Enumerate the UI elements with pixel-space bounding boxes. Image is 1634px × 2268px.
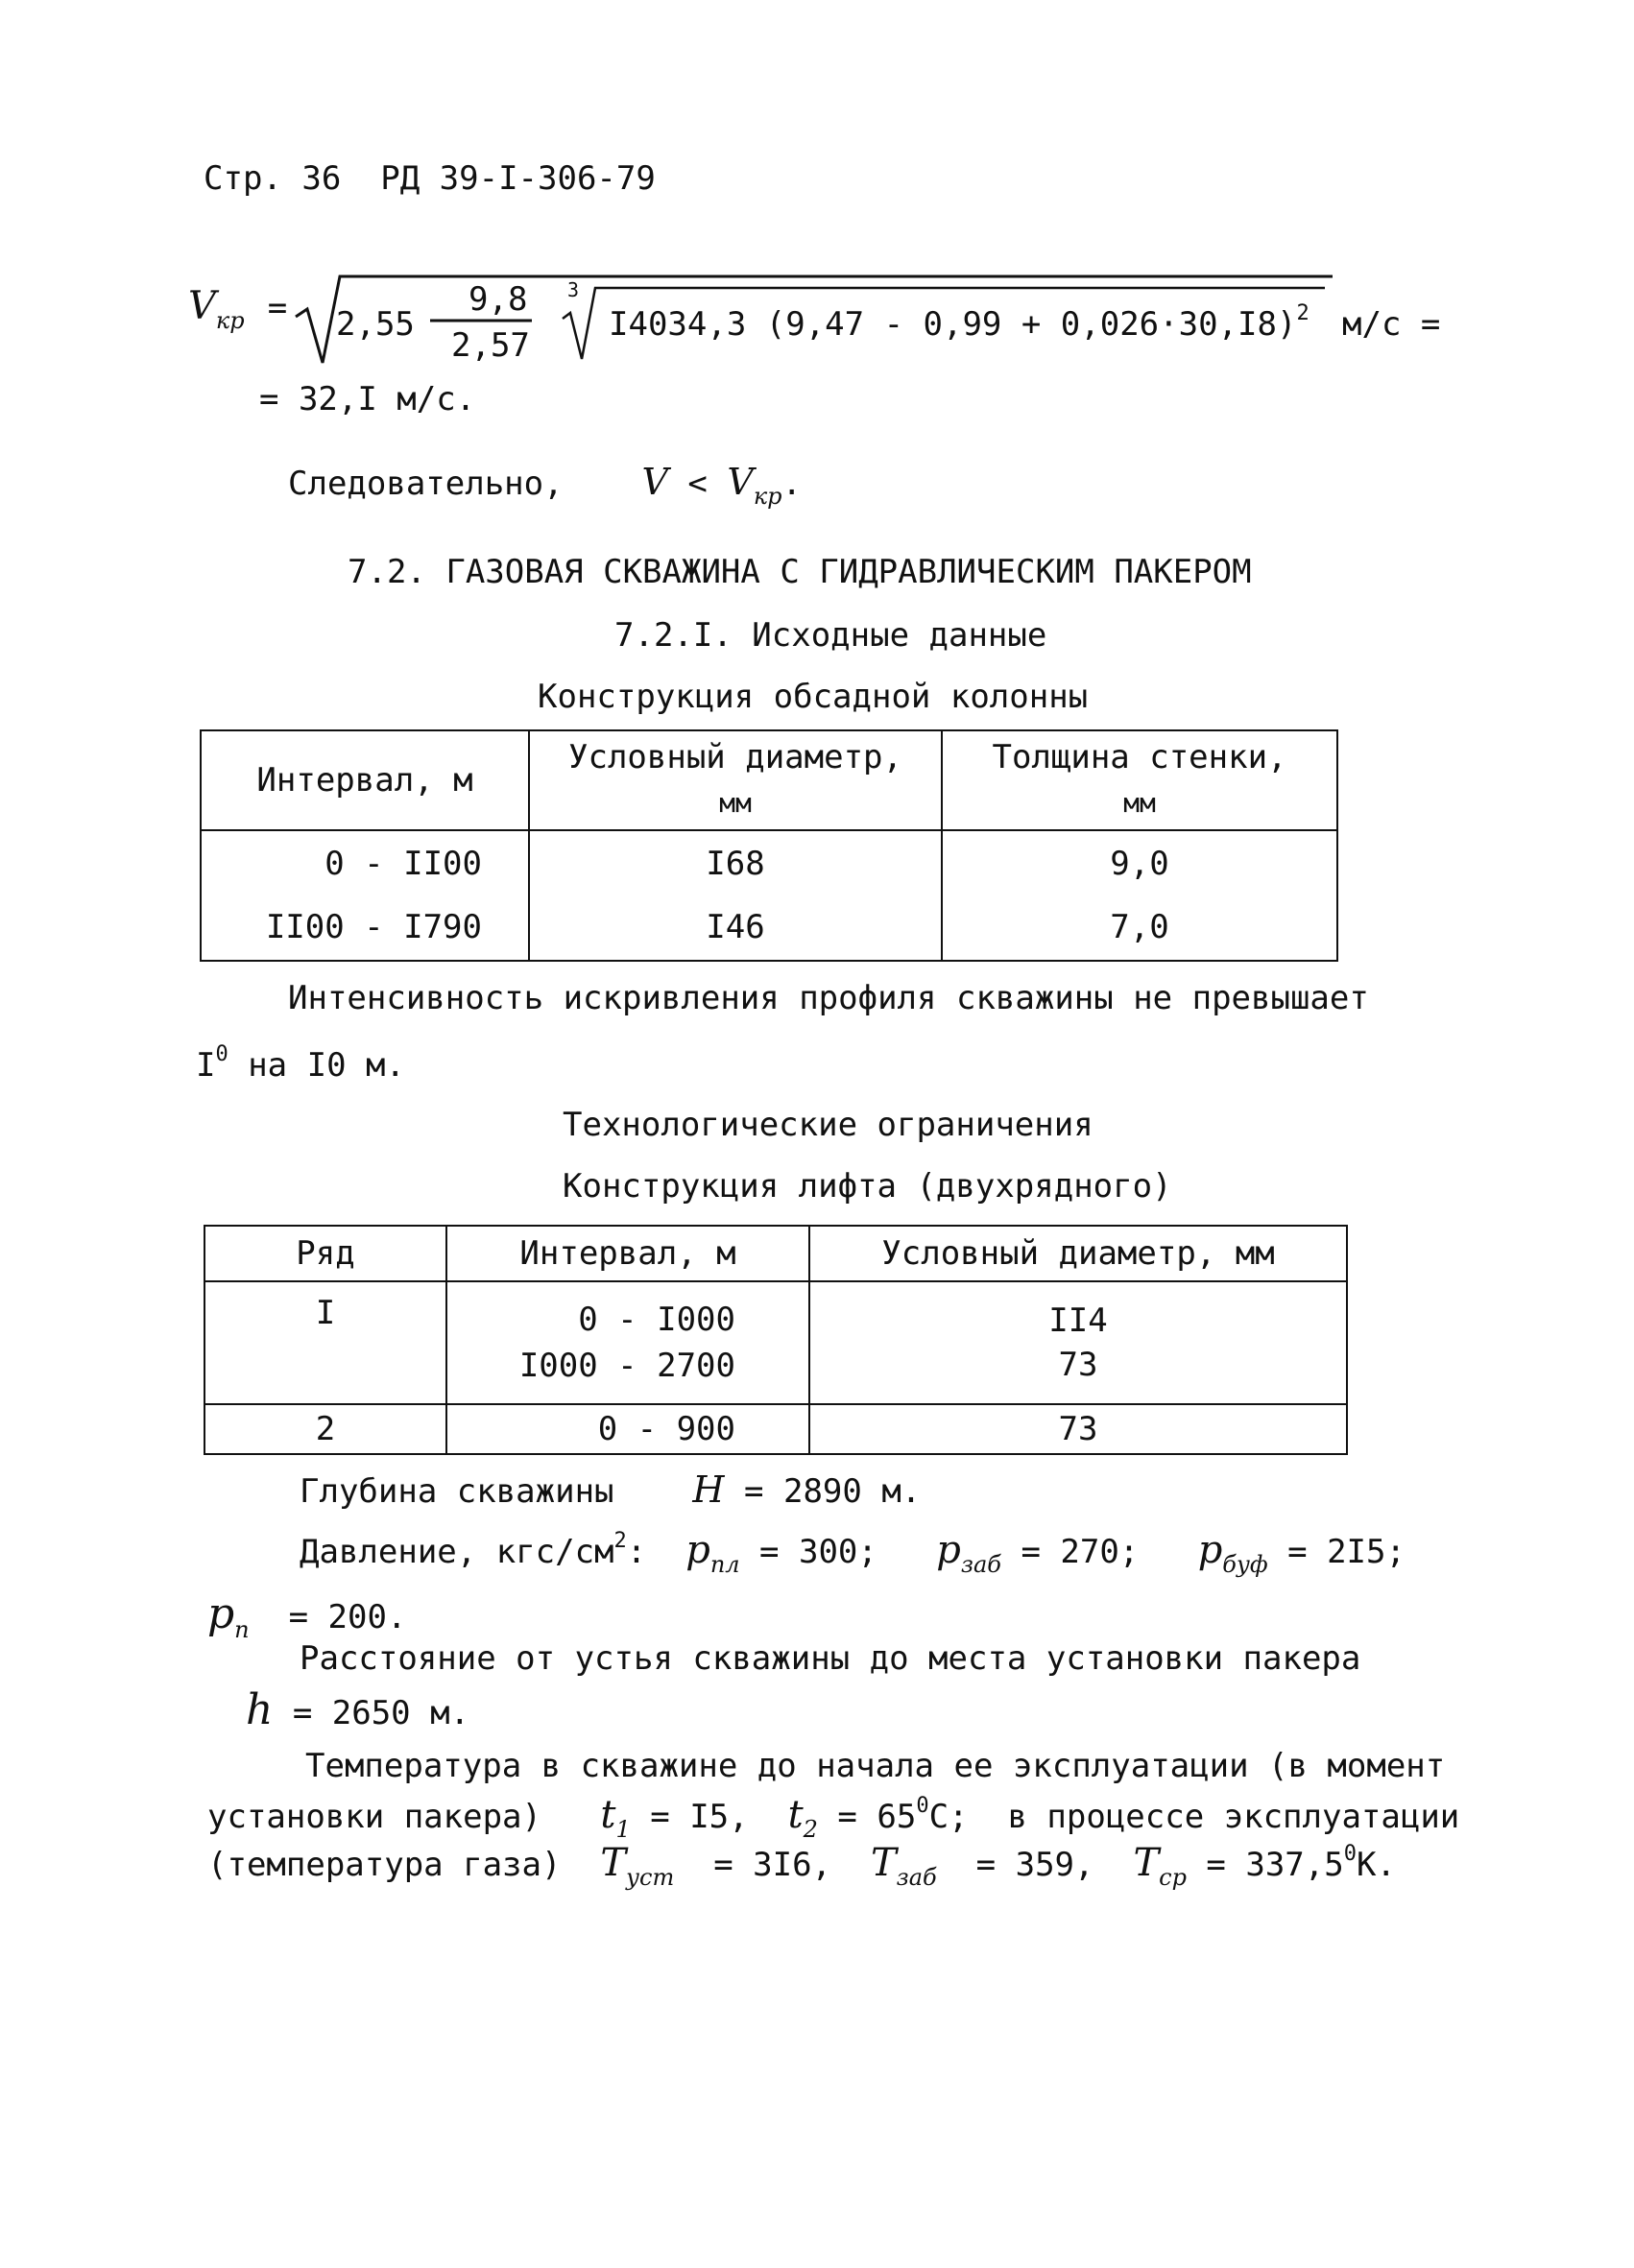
depth-line: Глубина скважины H = 2890 м.	[300, 1468, 922, 1511]
table-header-row	[201, 730, 1337, 830]
formula-root-body: I4034,3 $(9,47 - 0,99 + 0,026\cdot 30,I8)^2$	[609, 301, 1310, 344]
table-cell: 0 - I000	[578, 1301, 735, 1339]
table-cell: 7,0	[1110, 908, 1169, 946]
casing-table	[200, 729, 1338, 962]
table-cell: II4	[1048, 1301, 1108, 1340]
table-body	[201, 830, 1337, 961]
packer-value: h = 2650 м.	[246, 1685, 470, 1734]
interval-cell	[446, 1281, 809, 1404]
temperature-line3: (температура газа) $T_{уст} = 3I6$, $T_{заб} = 359$, $T_{ср} = 337,5^0K$.	[207, 1841, 1396, 1891]
conclusion: Следовательно, $V < V_{кр}$.	[288, 461, 803, 510]
temperature-line1: Температура в скважине до начала ее эксплуатации (в момент	[305, 1747, 1446, 1785]
page-header	[204, 159, 656, 198]
section-subtitle: 7.2.I. Исходные данные	[614, 616, 1047, 655]
table2-caption: Конструкция лифта (двухрядного)	[563, 1167, 1172, 1206]
formula-result: = 32,I м/с.	[259, 380, 476, 418]
interval-cell	[201, 830, 529, 961]
formula-numerator: 9,8	[469, 280, 528, 319]
diameter-cell	[809, 1281, 1347, 1404]
table-cell: 9,0	[1110, 845, 1169, 883]
header-row-no: Ряд	[204, 1226, 446, 1281]
curvature-line2: $I^0$ на I0 м.	[196, 1042, 405, 1085]
table-cell: 73	[1058, 1346, 1098, 1384]
header-diameter: Условный диаметр, мм	[809, 1226, 1347, 1281]
formula-unit: м/с =	[1342, 305, 1441, 344]
table-cell: 0 - 900	[446, 1404, 809, 1454]
header-diameter: Условный диаметр, мм	[529, 730, 942, 830]
section-title: 7.2. ГАЗОВАЯ СКВАЖИНА С ГИДРАВЛИЧЕСКИМ ПАКЕРОМ	[348, 553, 1252, 591]
header-thickness: Толщина стенки, мм	[942, 730, 1337, 830]
header-interval: Интервал, м	[201, 730, 529, 830]
diameter-cell	[529, 830, 942, 961]
formula-root-index: 3	[567, 278, 580, 301]
pressure-line2: $p_п = 200$.	[207, 1589, 407, 1643]
header-interval: Интервал, м	[446, 1226, 809, 1281]
table-cell: 73	[809, 1404, 1347, 1454]
table-cell: I	[204, 1281, 446, 1404]
table1-caption: Конструкция обсадной колонны	[538, 678, 1089, 716]
packer-line: Расстояние от устья скважины до места установки пакера	[300, 1639, 1361, 1678]
tech-limits-title: Технологические ограничения	[563, 1106, 1093, 1144]
formula-lhs: $V_{кр}$ =	[188, 284, 288, 334]
table-cell: I000 - 2700	[518, 1347, 735, 1385]
page-number: Стр. 36	[204, 159, 342, 198]
pressure-line: Давление, кгс/$см^2$: $p_{пл} = 300$; $p_{заб} = 270$; $p_{буф} = 2I5$;	[300, 1528, 1406, 1578]
table-cell: 0 - II00	[324, 845, 482, 883]
table-header-row	[204, 1226, 1347, 1281]
table-row	[204, 1404, 1347, 1454]
thickness-cell	[942, 830, 1337, 961]
lift-table	[204, 1225, 1348, 1455]
table-cell: 2	[204, 1404, 446, 1454]
document-code: РД 39-I-306-79	[380, 159, 656, 198]
table-cell: I46	[706, 908, 765, 946]
table-cell: I68	[706, 845, 765, 883]
table-cell: II00 - I790	[265, 908, 482, 946]
formula-denominator: 2,57	[451, 326, 530, 365]
formula-coefficient: 2,55	[336, 305, 415, 344]
table-row	[204, 1281, 1347, 1404]
temperature-line2: установки пакера) $t_1 = I5$, $t_2 = 65^0C$; в процессе эксплуатации	[207, 1793, 1460, 1843]
curvature-line1: Интенсивность искривления профиля скважины не превышает	[288, 979, 1369, 1017]
